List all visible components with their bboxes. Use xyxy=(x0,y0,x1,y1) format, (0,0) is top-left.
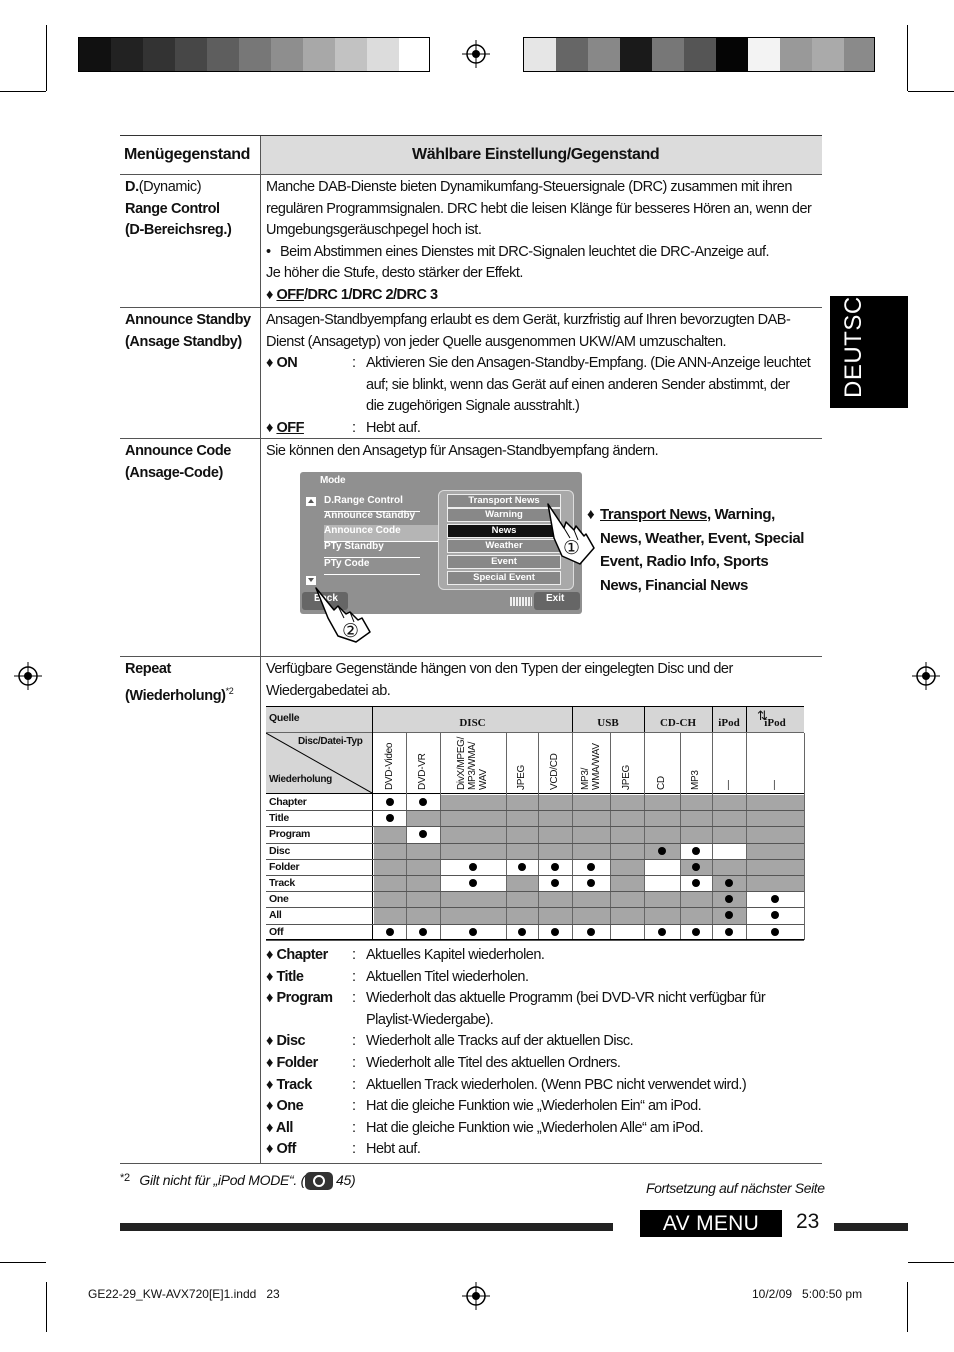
grid-group-label: CD-CH xyxy=(659,717,697,729)
repeat-option: ♦ Track : Aktuellen Track wiederholen. (Wenn PBC nicht verwendet wird.) xyxy=(266,1075,818,1097)
registration-mark-icon xyxy=(462,1282,490,1310)
language-tab-label: DEUTSCH xyxy=(840,278,867,398)
standby-text: Dienst (Ansagetyp) von jeder Quelle ausgenommen UKW/AM umzuschalten. xyxy=(266,333,727,350)
back-button[interactable]: Back xyxy=(302,592,348,610)
screen-menu-item-selected[interactable]: Announce Code xyxy=(324,525,442,542)
availability-dot-icon xyxy=(692,879,700,887)
slug-file: GE22-29_KW-AVX720[E]1.indd 23 xyxy=(88,1287,280,1301)
standby-on-key: ON xyxy=(276,355,298,371)
availability-dot-icon xyxy=(771,895,779,903)
diamond-icon: ♦ xyxy=(266,355,277,371)
diamond-icon: ♦ xyxy=(266,419,277,436)
diamond-icon: ♦ xyxy=(266,286,277,303)
repeat-name-b: (Wiederholung) xyxy=(125,687,226,704)
repeat-option: ♦ Off : Hebt auf. xyxy=(266,1139,818,1161)
grid-row-label: Off xyxy=(269,925,284,938)
popup-item[interactable]: Transport News xyxy=(447,494,561,508)
diamond-icon: ♦ xyxy=(266,1141,277,1158)
standby-name-b: (Ansage Standby) xyxy=(125,333,242,350)
repeat-text: Verfügbare Gegenstände hängen von den Typen der eingelegten Disc und der xyxy=(266,661,733,677)
popup-item-selected[interactable]: News xyxy=(447,524,561,538)
diamond-icon: ♦ xyxy=(266,1098,277,1115)
repeat-option-text: Wiederholt alle Titel des aktuellen Ordners. xyxy=(366,1054,621,1071)
footnote-text: Gilt nicht für „iPod MODE“. ( xyxy=(139,1172,305,1188)
page-number: 23 xyxy=(796,1210,820,1233)
popup-item[interactable]: Event xyxy=(447,555,561,569)
diamond-icon: ♦ xyxy=(266,1076,277,1093)
code-name-a: Announce Code xyxy=(125,443,231,459)
drc-text: Manche DAB-Dienste bieten Dynamikumfang-Steuersignale (DRC) zusammen mit ihren xyxy=(266,179,792,195)
code-options: Event, Radio Info, Sports xyxy=(600,553,769,570)
grid-column-label: MP3/WMA/ xyxy=(467,741,478,790)
language-tab xyxy=(830,278,908,408)
repeat-option-text: Hebt auf. xyxy=(366,1141,421,1158)
availability-dot-icon xyxy=(469,863,477,871)
repeat-option: ♦ Disc : Wiederholt alle Tracks auf der aktuellen Disc. xyxy=(266,1031,818,1053)
code-option-default: Transport News xyxy=(600,506,707,523)
grid-column-label: JPEG xyxy=(516,765,527,790)
availability-dot-icon xyxy=(771,928,779,936)
grid-row-label: Chapter xyxy=(269,796,307,808)
availability-dot-icon xyxy=(725,879,733,887)
popup-item[interactable]: Weather xyxy=(447,539,561,553)
screen-menu-item[interactable]: PTy Standby xyxy=(324,541,420,558)
callout-1: ① xyxy=(563,538,581,559)
code-text: Sie können den Ansagetyp für Ansagen-Standbyempfang ändern. xyxy=(266,443,659,459)
availability-dot-icon xyxy=(551,879,559,887)
drc-name-b: (Dynamic) xyxy=(138,179,202,195)
diamond-icon: ♦ xyxy=(266,1033,277,1050)
availability-dot-icon xyxy=(469,928,477,936)
grid-row-label: Track xyxy=(269,877,295,889)
repeat-option: ♦ Folder : Wiederholt alle Titel des aktuellen Ordners. xyxy=(266,1053,818,1075)
availability-dot-icon xyxy=(419,928,427,936)
repeat-option-key: Track xyxy=(276,1076,312,1093)
availability-dot-icon xyxy=(658,847,666,855)
standby-off-key: OFF xyxy=(276,419,304,436)
availability-dot-icon xyxy=(692,928,700,936)
drc-bullet: Beim Abstimmen eines Dienstes mit DRC-Signalen leuchtet die DRC-Anzeige auf. xyxy=(280,243,770,260)
drc-options: /DRC 1/DRC 2/DRC 3 xyxy=(303,286,438,303)
repeat-option: ♦ Program : Wiederholt das aktuelle Programm (bei DVD-VR nicht verfügbar für xyxy=(266,988,818,1010)
repeat-options-list xyxy=(266,945,818,1161)
grid-group-label: iPod xyxy=(718,717,740,729)
repeat-option-key: All xyxy=(275,1119,293,1136)
slug-date: 10/2/09 5:00:50 pm xyxy=(752,1287,863,1301)
registration-mark-icon xyxy=(462,40,490,68)
level-meter-icon xyxy=(510,597,532,606)
grid-type-label: Disc/Datei-Typ xyxy=(298,736,363,747)
repeat-grid xyxy=(266,706,804,940)
diamond-icon: ♦ xyxy=(266,990,277,1007)
screen-menu-item[interactable]: D.Range Control xyxy=(324,495,420,512)
repeat-option xyxy=(266,1010,818,1032)
repeat-option-text: Wiederholt alle Tracks auf der aktuellen Disc. xyxy=(366,1033,634,1050)
availability-dot-icon xyxy=(419,798,427,806)
diamond-icon: ♦ xyxy=(266,1119,276,1136)
repeat-option-text: Playlist-Wiedergabe). xyxy=(366,1011,494,1028)
gray-bar-right xyxy=(523,37,875,72)
availability-dot-icon xyxy=(551,928,559,936)
repeat-option-text: Aktuellen Track wiederholen. (Wenn PBC nicht verwendet wird.) xyxy=(366,1076,747,1093)
availability-dot-icon xyxy=(469,879,477,887)
registration-mark-icon xyxy=(912,662,940,690)
footnote-mark: *2 xyxy=(120,1172,130,1184)
grid-row-label: One xyxy=(269,893,289,906)
grid-row-label: Folder xyxy=(269,860,300,873)
table-row-drc: D.(Dynamic) Range Control (D-Bereichsreg.) Manche DAB-Dienste bieten Dynamikumfang-Steuersignale (DRC) zusammen mit ihren regulären Programmsignalen. DRC hebt die leisen Klänge für besseres Hören an, wenn der Umgebungsgeräuschpegel hoch ist. • Beim Abstimmen eines Dienstes mit DRC-Signalen leuchtet die DRC-Anzeige auf. Je höher die Stufe, desto stärker der Effekt. ♦ OFF/DRC 1/DRC 2/DRC 3 xyxy=(120,174,822,308)
repeat-option-key: Program xyxy=(276,990,333,1007)
exit-button[interactable]: Exit xyxy=(534,592,580,610)
grid-column-label: MP3/ xyxy=(579,767,591,790)
standby-name-a: Announce Standby xyxy=(125,312,251,328)
repeat-option: ♦ Chapter : Aktuelles Kapitel wiederholen. xyxy=(266,945,818,967)
footnote-ref: 45) xyxy=(335,1172,356,1188)
diamond-icon: ♦ xyxy=(266,1054,277,1071)
standby-on-text: Aktivieren Sie den Ansagen-Standby-Empfang. (Die ANN-Anzeige leuchtet xyxy=(366,355,811,371)
repeat-option-text: Hat die gleiche Funktion wie „Wiederholen Ein“ am iPod. xyxy=(366,1098,702,1115)
av-menu-label[interactable]: AV MENU xyxy=(640,1210,782,1237)
repeat-option: ♦ All : Hat die gleiche Funktion wie „Wiederholen Alle“ am iPod. xyxy=(266,1118,818,1140)
repeat-option-key: Off xyxy=(276,1141,296,1158)
usb-icon: ⇅ xyxy=(757,708,768,723)
grid-row-label: Disc xyxy=(269,844,290,857)
grid-column-label: DVD-VR xyxy=(417,753,428,790)
callout-2: ② xyxy=(342,621,360,642)
gray-bar-left xyxy=(78,37,430,72)
screen-title: Mode xyxy=(320,475,346,486)
continued-note: Fortsetzung auf nächster Seite xyxy=(646,1180,825,1196)
grid-row-label: Title xyxy=(269,812,289,825)
availability-dot-icon xyxy=(725,928,733,936)
grid-column-label: DVD-Video xyxy=(383,742,395,790)
screen-menu-item[interactable]: Announce Standby xyxy=(324,510,420,527)
grid-column-label: — xyxy=(769,780,780,790)
grid-column-label: WMA/WAV xyxy=(590,743,602,790)
standby-text: Ansagen-Standbyempfang erlaubt es dem Gerät, kurzfristig auf Ihren bevorzugten DAB- xyxy=(266,312,791,328)
footnote-mark: *2 xyxy=(225,685,234,696)
availability-dot-icon xyxy=(587,879,595,887)
settings-table xyxy=(120,135,822,1163)
diamond-icon: ♦ xyxy=(266,947,277,963)
grid-group-label: DISC xyxy=(459,717,486,729)
popup-item[interactable]: Warning xyxy=(447,508,561,522)
repeat-option-text: Aktuelles Kapitel wiederholen. xyxy=(366,947,545,963)
repeat-option-text: Aktuellen Titel wiederholen. xyxy=(366,968,529,985)
popup-item[interactable]: Special Event xyxy=(447,571,561,585)
availability-dot-icon xyxy=(658,928,666,936)
availability-dot-icon xyxy=(771,911,779,919)
availability-dot-icon xyxy=(587,863,595,871)
diamond-icon: ♦ xyxy=(587,506,595,523)
drc-name-c: Range Control xyxy=(125,200,220,217)
table-row-standby: Announce Standby (Ansage Standby) Ansagen-Standbyempfang erlaubt es dem Gerät, kurzfristig auf Ihren bevorzugten DAB- Dienst (Ansagetyp) von jeder Quelle ausgenommen UKW/AM umzuschalten. ♦ ON : Aktivieren Sie den Ansagen-Standby-Empfang. (Die ANN-Anzeige leuchtet auf; sie blinkt, wenn das Gerät auf einen anderen Sender abstimmt, der die zugehörigen Signale ausstrahlt.) ♦ OFF : Hebt auf. xyxy=(120,308,822,439)
availability-dot-icon xyxy=(386,814,394,822)
grid-column-label: JPEG xyxy=(621,765,632,790)
repeat-option-key: Disc xyxy=(276,1033,306,1050)
grid-column-label: — xyxy=(723,780,734,790)
availability-dot-icon xyxy=(386,798,394,806)
grid-column-label: VCD/CD xyxy=(549,753,560,790)
drc-text: Je höher die Stufe, desto stärker der Effekt. xyxy=(266,265,523,281)
magnifier-icon xyxy=(305,1172,333,1190)
repeat-text: Wiedergabedatei ab. xyxy=(266,682,391,699)
grid-row-label: All xyxy=(269,909,282,922)
screen-menu-item[interactable]: PTy Code xyxy=(324,558,420,575)
drc-option-default: OFF xyxy=(276,286,304,303)
availability-dot-icon xyxy=(692,847,700,855)
repeat-option-key: Title xyxy=(276,968,304,985)
drc-text: regulären Programmsignalen. DRC hebt die leisen Klänge für besseres Hören an, wenn der xyxy=(266,200,812,217)
grid-column-label: MP3 xyxy=(690,770,701,790)
availability-dot-icon xyxy=(518,863,526,871)
drc-name-a: D. xyxy=(125,179,139,195)
availability-dot-icon xyxy=(551,863,559,871)
repeat-option-key: Chapter xyxy=(276,947,328,963)
standby-on-text: auf; sie blinkt, wenn das Gerät auf einen anderen Sender abstimmt, der xyxy=(366,376,790,393)
code-name-b: (Ansage-Code) xyxy=(125,464,223,481)
header-col2: Wählbare Einstellung/Gegenstand xyxy=(412,146,660,163)
grid-group-label: USB xyxy=(597,717,619,729)
repeat-option-text: Wiederholt das aktuelle Programm (bei DVD-VR nicht verfügbar für xyxy=(366,990,766,1007)
grid-group-label: iPod xyxy=(764,717,786,729)
scroll-up-icon xyxy=(306,497,316,506)
grid-column-label: WAV xyxy=(478,769,489,790)
drc-text: Umgebungsgeräuschpegel hoch ist. xyxy=(266,222,482,238)
standby-on-text: die zugehörigen Signale ausstrahlt.) xyxy=(366,398,580,414)
repeat-option: ♦ Title : Aktuellen Titel wiederholen. xyxy=(266,967,818,989)
code-options: News, Financial News xyxy=(600,576,748,594)
repeat-option-text: Hat die gleiche Funktion wie „Wiederholen Alle“ am iPod. xyxy=(366,1119,704,1136)
grid-column-label: DivX/MPEG/ xyxy=(456,736,467,790)
availability-dot-icon xyxy=(692,863,700,871)
code-options: , Warning, xyxy=(706,506,775,523)
diamond-icon: ♦ xyxy=(266,968,277,985)
availability-dot-icon xyxy=(518,928,526,936)
repeat-option-key: Folder xyxy=(276,1054,318,1071)
availability-dot-icon xyxy=(419,830,427,838)
code-options: News, Weather, Event, Special xyxy=(600,529,805,547)
table-header xyxy=(120,136,822,175)
repeat-option: ♦ One : Hat die gleiche Funktion wie „Wiederholen Ein“ am iPod. xyxy=(266,1096,818,1118)
grid-column-label: CD xyxy=(656,776,667,790)
grid-row-label: Program xyxy=(269,828,311,841)
grid-source-label: Quelle xyxy=(269,712,300,724)
availability-dot-icon xyxy=(386,928,394,936)
header-col1: Menügegenstand xyxy=(124,146,250,163)
drc-name-d: (D-Bereichsreg.) xyxy=(125,222,232,238)
availability-dot-icon xyxy=(587,928,595,936)
grid-repeat-label: Wiederholung xyxy=(269,774,332,785)
standby-off-text: Hebt auf. xyxy=(366,419,421,436)
repeat-name-a: Repeat xyxy=(125,661,171,677)
registration-mark-icon xyxy=(14,662,42,690)
repeat-option-key: One xyxy=(276,1098,304,1115)
